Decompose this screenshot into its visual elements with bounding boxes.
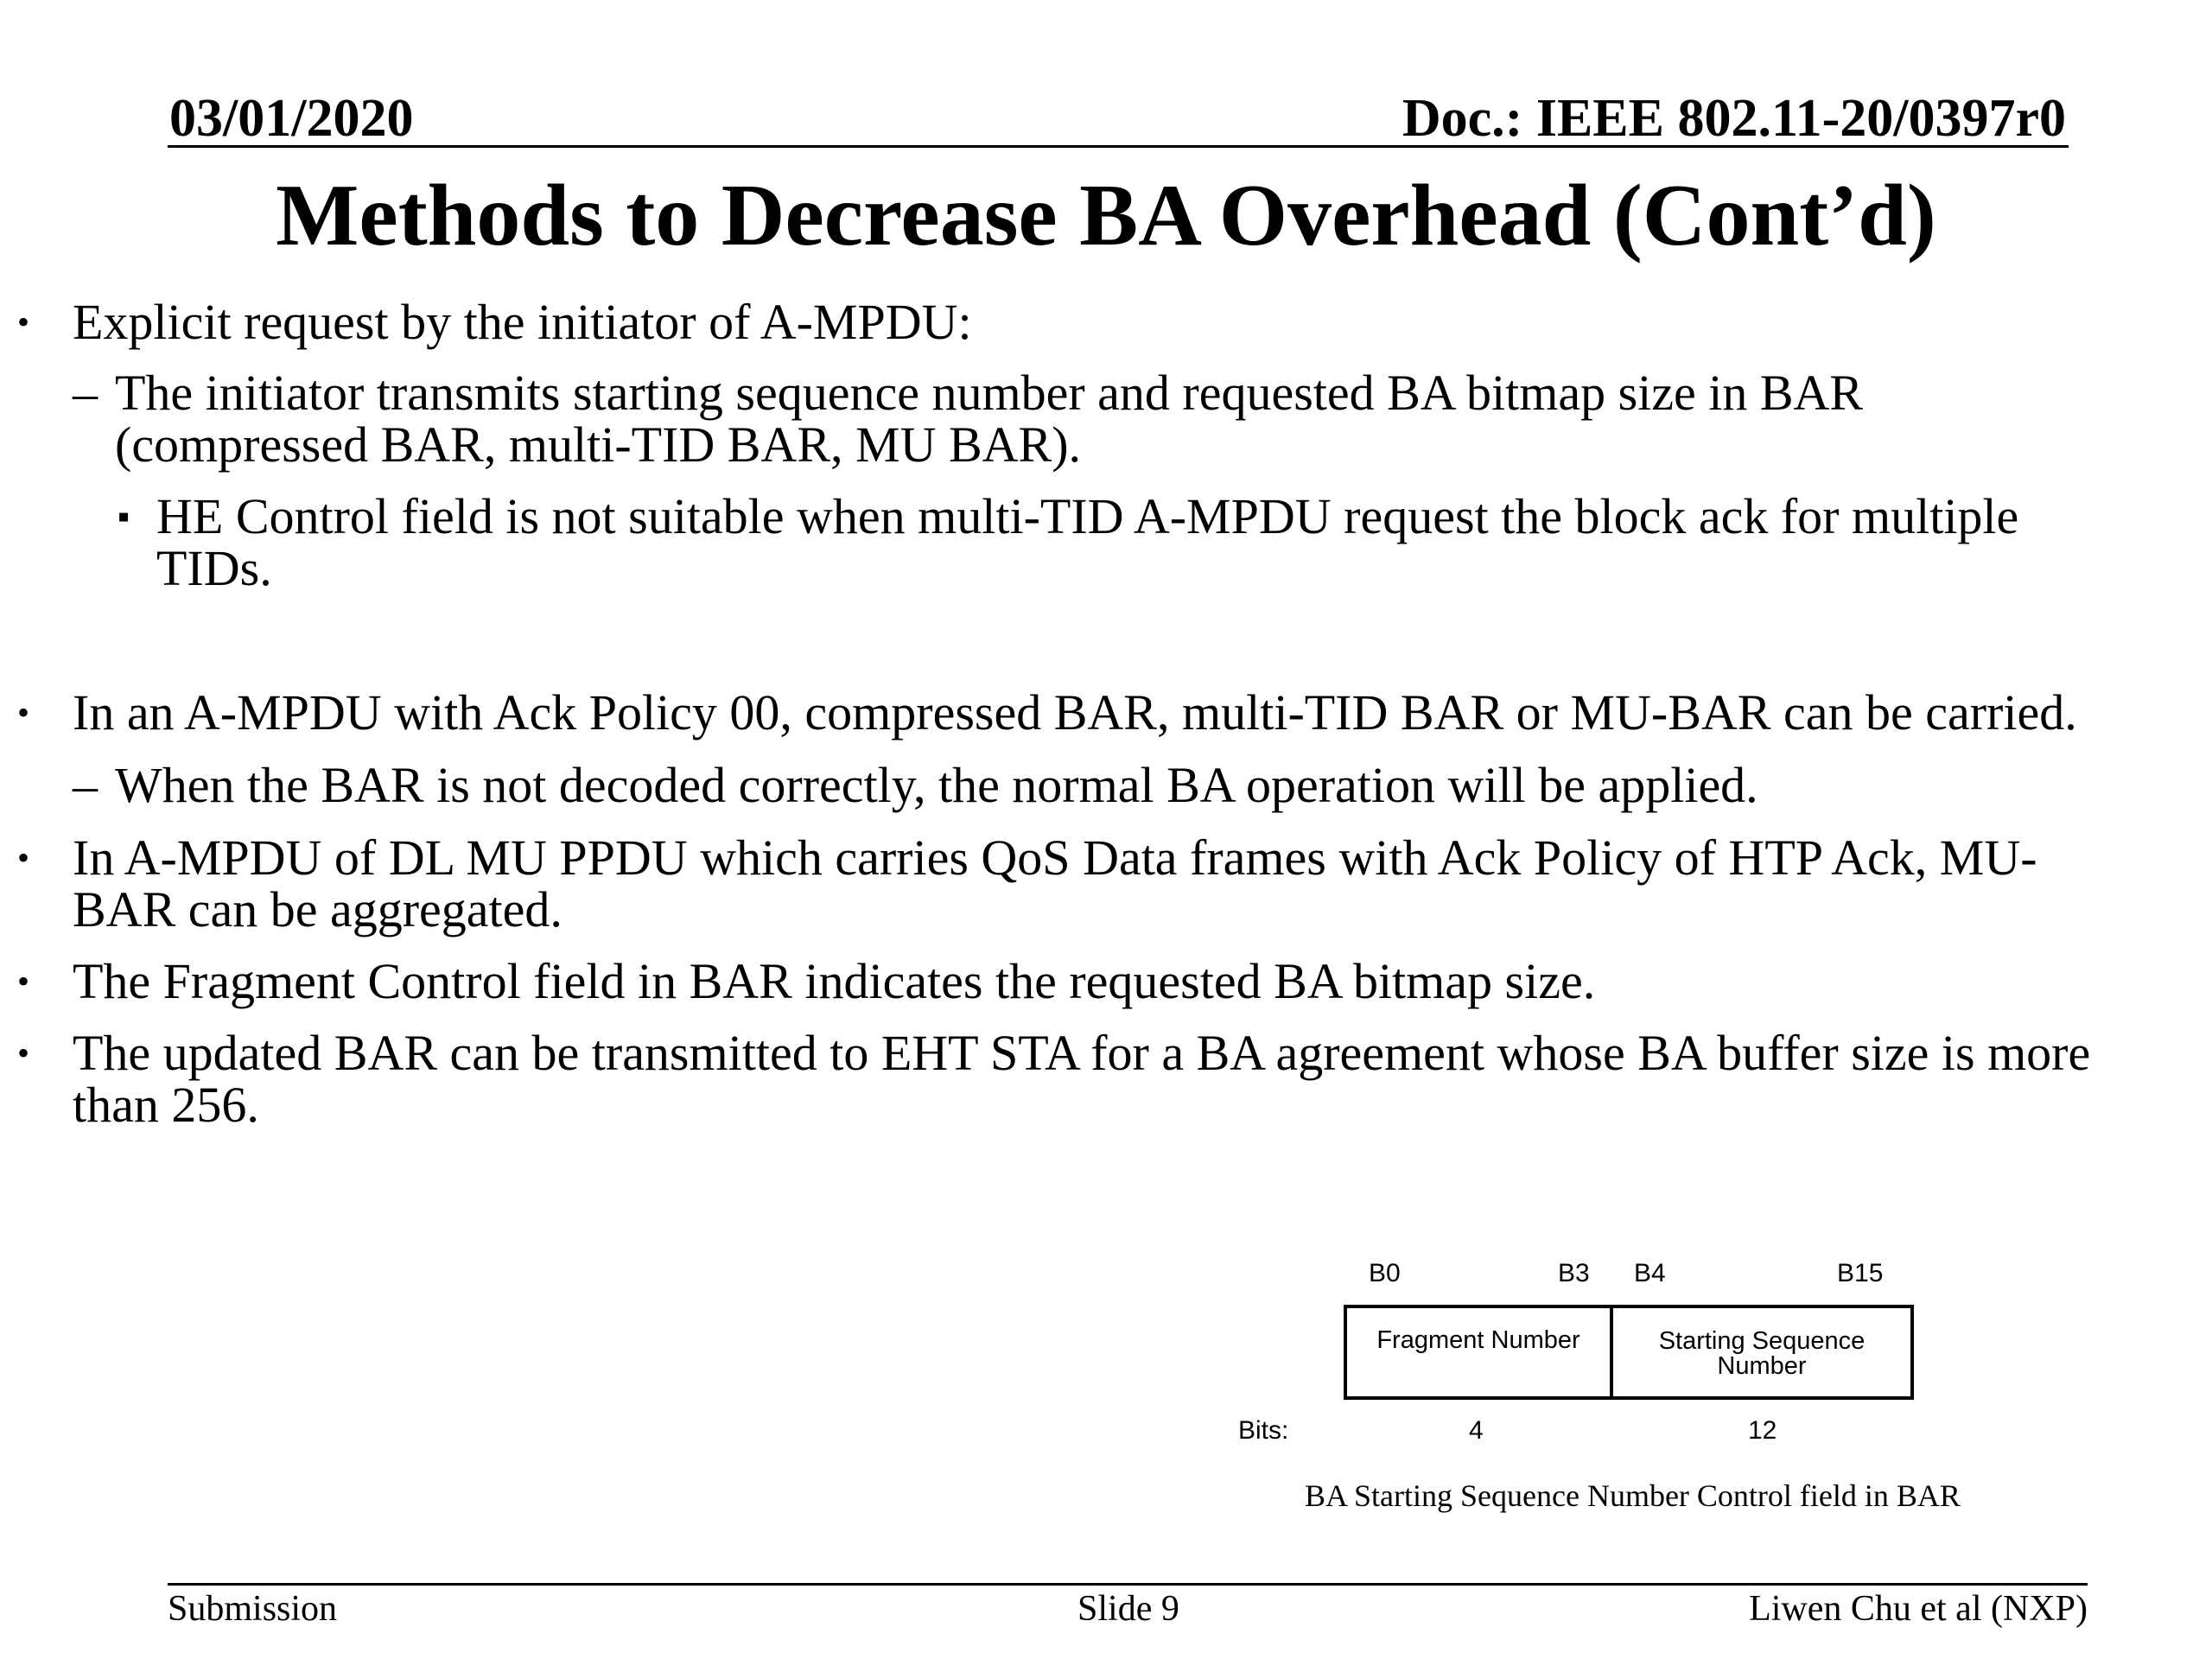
bits-label: Bits: bbox=[1238, 1416, 1289, 1445]
dash-marker: – bbox=[73, 757, 98, 813]
bullet-1-sub-1-line-2: (compressed BAR, multi-TID BAR, MU BAR). bbox=[115, 416, 1082, 473]
bullet-marker: • bbox=[17, 302, 30, 341]
bullet-1-text: Explicit request by the initiator of A-MPDU: bbox=[73, 294, 972, 350]
bit-label-b0: B0 bbox=[1369, 1259, 1401, 1287]
starting-sequence-label-line-1: Starting Sequence bbox=[1658, 1327, 1866, 1355]
fragment-number-label: Fragment Number bbox=[1376, 1326, 1580, 1354]
bullet-1-sub-1-line-1: The initiator transmits starting sequence number and requested BA bitmap size in BAR bbox=[115, 365, 1864, 421]
header-date: 03/01/2020 bbox=[169, 89, 414, 148]
footer-slide-number: Slide 9 bbox=[1077, 1589, 1179, 1629]
bullet-1-sub-sub-line-1: HE Control field is not suitable when multi-TID A-MPDU request the block ack for multiple bbox=[156, 488, 2019, 544]
bit-label-b3: B3 bbox=[1558, 1259, 1590, 1287]
bullet-marker: • bbox=[17, 838, 30, 877]
bit-label-b4: B4 bbox=[1634, 1259, 1666, 1287]
bullet-3-line-2: BAR can be aggregated. bbox=[73, 881, 563, 938]
footer-author: Liwen Chu et al (NXP) bbox=[1749, 1589, 2088, 1629]
bullet-5-line-1: The updated BAR can be transmitted to EHT STA for a BA agreement whose BA buffer size is more bbox=[73, 1025, 2091, 1081]
starting-sequence-bits: 12 bbox=[1748, 1416, 1777, 1445]
bullet-marker: • bbox=[17, 693, 30, 732]
footer-divider bbox=[168, 1583, 2088, 1586]
bullet-marker: • bbox=[17, 962, 30, 1001]
bullet-4-text: The Fragment Control field in BAR indicates the requested BA bitmap size. bbox=[73, 953, 1596, 1009]
bullet-2-text: In an A-MPDU with Ack Policy 00, compressed BAR, multi-TID BAR or MU-BAR can be carried. bbox=[73, 684, 2077, 741]
bullet-marker: • bbox=[17, 1033, 30, 1072]
diagram-caption: BA Starting Sequence Number Control field in BAR bbox=[1305, 1478, 1961, 1513]
square-marker: ▪ bbox=[118, 497, 130, 536]
fragment-number-bits: 4 bbox=[1469, 1416, 1484, 1445]
slide-title: Methods to Decrease BA Overhead (Cont’d) bbox=[276, 167, 1936, 264]
bit-label-b15: B15 bbox=[1837, 1259, 1884, 1287]
starting-sequence-label-line-2: Number bbox=[1717, 1352, 1807, 1380]
bullet-2-sub-1: When the BAR is not decoded correctly, the normal BA operation will be applied. bbox=[115, 757, 1758, 813]
header-divider bbox=[168, 145, 2069, 148]
bullet-5-line-2: than 256. bbox=[73, 1077, 259, 1133]
dash-marker: – bbox=[73, 365, 98, 421]
bullet-3-line-1: In A-MPDU of DL MU PPDU which carries QoS Data frames with Ack Policy of HTP Ack, MU- bbox=[73, 830, 2037, 886]
bullet-1-sub-sub-line-2: TIDs. bbox=[156, 540, 272, 596]
header-doc-id: Doc.: IEEE 802.11-20/0397r0 bbox=[1402, 89, 2066, 148]
footer-submission: Submission bbox=[168, 1589, 338, 1629]
